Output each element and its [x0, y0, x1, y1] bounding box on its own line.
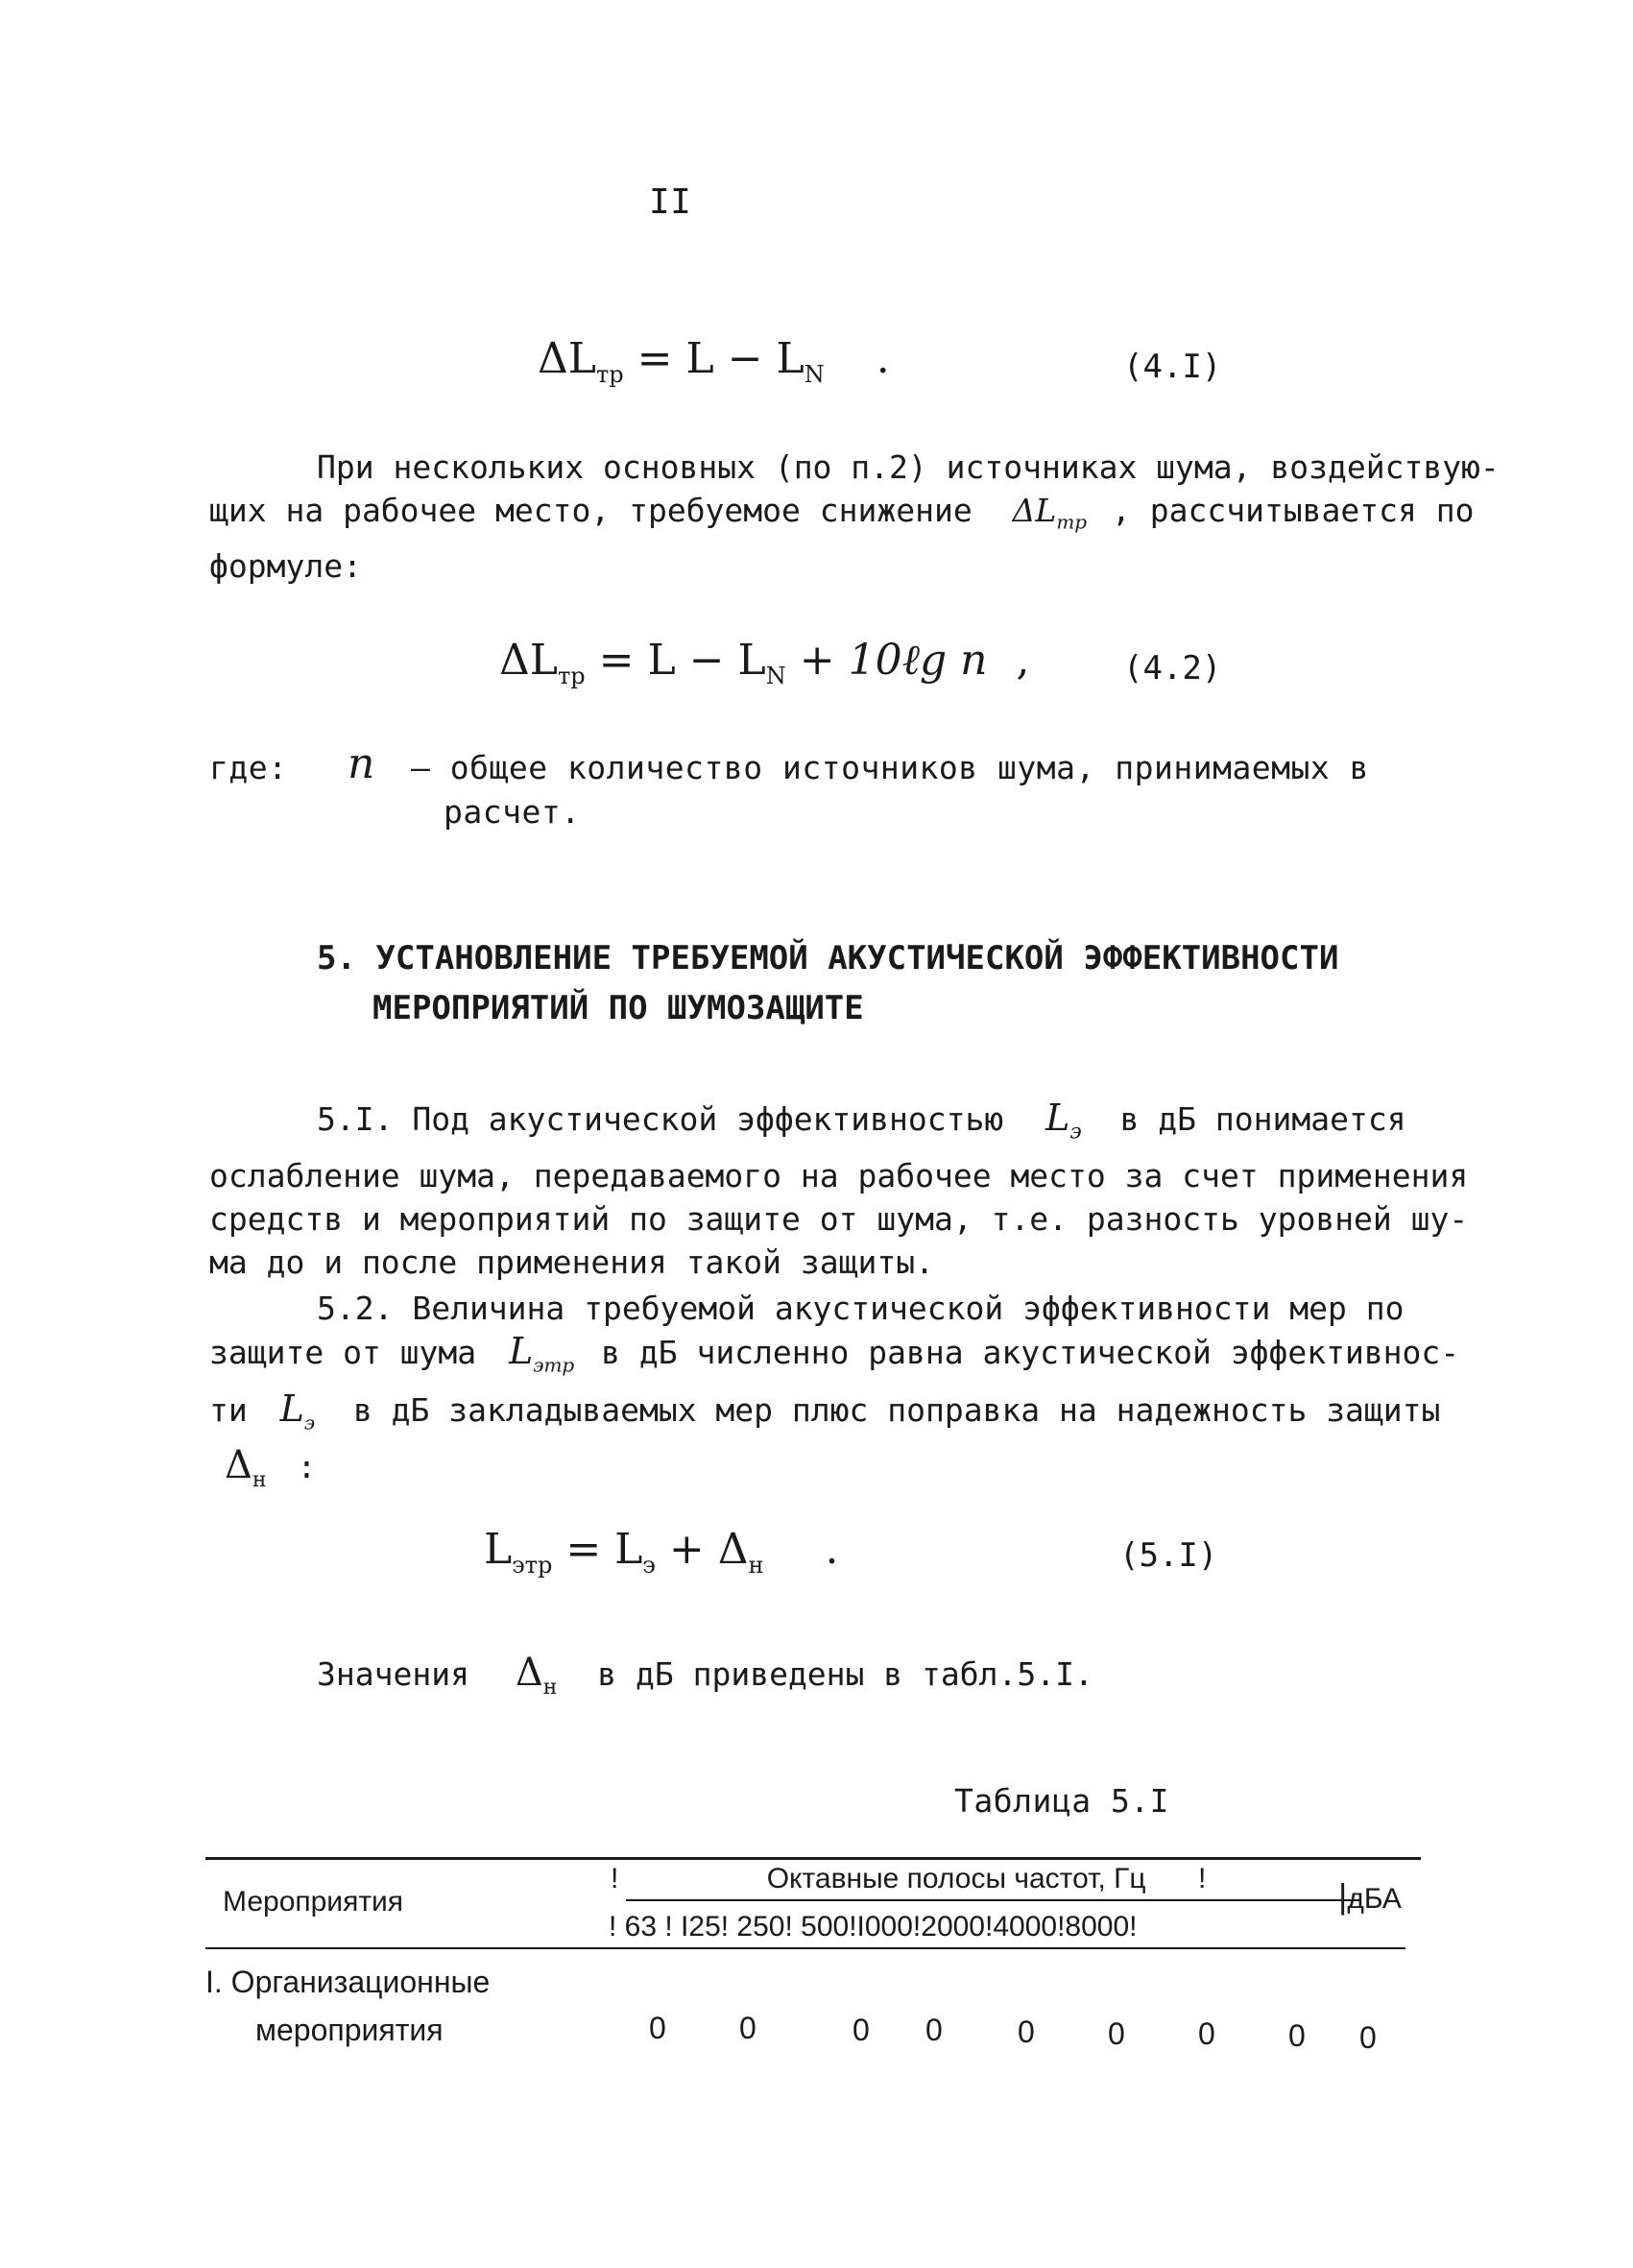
bands-left-bang: !: [611, 1863, 619, 1894]
para-multi-sources: [209, 446, 1500, 588]
bands-underline: [626, 1899, 1359, 1901]
formula-5-1-lhs: L: [484, 1525, 513, 1574]
para-multi-line2: [209, 489, 1500, 544]
delta-n-main-2: Δ: [515, 1651, 543, 1695]
l-e-sub: э: [1069, 1120, 1082, 1145]
row1-value-8000: 0: [1288, 2018, 1306, 2053]
formula-5-1-tail: .: [825, 1525, 839, 1574]
l-etr-main: L: [509, 1330, 534, 1372]
para-5-2-line2: [209, 1330, 1459, 1387]
formula-4-2-log: + 10ℓg n: [799, 636, 988, 685]
para-5-2-line4: [209, 1444, 1459, 1502]
formula-4-1-number: (4.I): [1123, 348, 1222, 386]
para-5-1: [209, 1097, 1468, 1284]
para-5-2-line4b: :: [297, 1448, 317, 1486]
row1-value-250: 0: [853, 2013, 870, 2047]
delta-n-symbol-2: [515, 1651, 558, 1700]
l-e-symbol-2: [279, 1387, 316, 1435]
row1-label-line2: мероприятия: [255, 2013, 444, 2047]
para-5-2-line1: 5.2. Величина требуемой акустической эффективности мер по: [317, 1290, 1405, 1327]
formula-4-2: [499, 636, 1029, 689]
table-top-rule: [205, 1857, 1421, 1860]
formula-4-2-tail: ,: [1016, 636, 1030, 685]
para-5-1-line1a: 5.I. Под акустической эффективностью: [317, 1100, 1004, 1138]
where-label: где:: [209, 749, 288, 786]
delta-n-main: Δ: [225, 1443, 252, 1488]
formula-4-1-lhs-sub: тр: [596, 361, 624, 388]
formula-4-2-lhs: ΔL: [499, 636, 558, 685]
table-col-measures: Мероприятия: [223, 1886, 404, 1918]
para-5-2-line2b: в дБ численно равна акустической эффективнос-: [601, 1334, 1460, 1371]
para-5-1-line1b: в дБ понимается: [1119, 1100, 1406, 1138]
bands-header-text: Октавные полосы частот, Гц: [766, 1863, 1146, 1894]
dba-label: дБА: [1347, 1883, 1402, 1915]
para-5-1-line4: ма до и после применения такой защиты.: [209, 1243, 934, 1281]
section-5-heading: [317, 933, 1338, 1033]
row1-value-dba: 0: [1359, 2020, 1377, 2055]
l-etr-symbol: [509, 1330, 575, 1377]
para-5-2-line3a: ти: [209, 1390, 248, 1429]
l-etr-sub: этр: [533, 1353, 575, 1377]
para-multi-line3: формуле:: [209, 546, 362, 585]
table-dba-header: [1338, 1876, 1402, 1917]
formula-4-2-number: (4.2): [1123, 649, 1222, 688]
delta-l-tr-sub: тр: [1056, 510, 1088, 534]
delta-n-sub: н: [252, 1468, 267, 1493]
row1-label-line1: I. Организационные: [205, 1965, 491, 1999]
table-caption: Таблица 5.I: [954, 1782, 1170, 1820]
formula-4-2-rhs-sub: N: [765, 663, 786, 689]
values-note-b: в дБ приведены в табл.5.I.: [597, 1655, 1093, 1693]
row1-value-125: 0: [739, 2011, 756, 2045]
formula-4-1-lhs: ΔL: [538, 334, 596, 383]
formula-5-1-rhs-a: = L: [565, 1525, 643, 1574]
para-5-2-line3: [209, 1387, 1459, 1445]
formula-5-1-rhs-sub1: э: [642, 1552, 656, 1579]
formula-4-1-rhs: = L − L: [636, 334, 804, 383]
table-freq-row: ! 63 ! I25! 250! 500!I000!2000!4000!8000!: [609, 1911, 1138, 1942]
formula-4-1-tail: .: [876, 334, 890, 383]
row1-value-1000: 0: [1018, 2015, 1035, 2049]
formula-5-1-lhs-sub: этр: [512, 1552, 553, 1579]
formula-4-2-rhs: = L − L: [598, 636, 766, 685]
section-5-heading-line2: МЕРОПРИЯТИЙ ПО ШУМОЗАЩИТЕ: [372, 989, 864, 1027]
para-5-1-line1: [209, 1097, 1468, 1154]
para-5-2-line2a: защите от шума: [209, 1334, 477, 1371]
values-note: [317, 1652, 1093, 1709]
l-e-symbol: [1045, 1097, 1082, 1145]
table-bands-header: [611, 1863, 1206, 1895]
l-e-main-2: L: [279, 1387, 304, 1430]
formula-5-1-number: (5.I): [1119, 1536, 1218, 1575]
formula-5-1-rhs-b: + Δ: [668, 1525, 749, 1574]
row1-value-63: 0: [649, 2011, 666, 2045]
para-5-1-line2: ослабление шума, передаваемого на рабочее место за счет применения: [209, 1156, 1469, 1194]
para-5-1-line3: средств и мероприятий по защите от шума, т.е. разность уровней шу-: [209, 1199, 1469, 1238]
where-line1: – общее количество источников шума, принимаемых в: [411, 749, 1370, 786]
table-header-bottom-rule: [205, 1947, 1405, 1949]
delta-n-sub-2: н: [542, 1676, 558, 1700]
formula-4-1: [538, 334, 890, 388]
where-line2: расчет.: [444, 793, 581, 831]
row1-value-4000: 0: [1198, 2016, 1215, 2051]
formula-5-1-rhs-sub2: н: [748, 1552, 764, 1579]
para-multi-line2a: щих на рабочее место, требуемое снижение: [209, 492, 973, 529]
l-e-main: L: [1045, 1097, 1070, 1139]
row1-value-2000: 0: [1108, 2016, 1125, 2051]
where-symbol-n: n: [348, 739, 375, 788]
para-multi-line1: При нескольких основных (по п.2) источниках шума, воздействую-: [317, 448, 1500, 486]
dba-bar: |: [1338, 1876, 1348, 1916]
para-multi-line2b: , рассчитывается по: [1112, 492, 1475, 529]
delta-n-symbol: [225, 1443, 267, 1493]
page-number: II: [649, 182, 692, 222]
para-5-2: [209, 1287, 1459, 1502]
formula-4-2-lhs-sub: тр: [558, 663, 586, 689]
l-e-sub-2: э: [303, 1411, 316, 1435]
values-note-a: Значения: [317, 1655, 469, 1693]
formula-5-1: [484, 1525, 838, 1579]
para-5-2-line3b: в дБ закладываемых мер плюс поправка на надежность защиты: [352, 1390, 1441, 1429]
section-5-heading-line1: 5. УСТАНОВЛЕНИЕ ТРЕБУЕМОЙ АКУСТИЧЕСКОЙ ЭФФЕКТИВНОСТИ: [317, 939, 1339, 977]
row1-value-500: 0: [925, 2013, 943, 2047]
formula-4-1-rhs-sub: N: [804, 361, 825, 388]
delta-l-tr-main: ΔL: [1012, 492, 1057, 529]
delta-l-tr-symbol: [1012, 492, 1088, 534]
bands-right-bang: !: [1197, 1863, 1207, 1894]
